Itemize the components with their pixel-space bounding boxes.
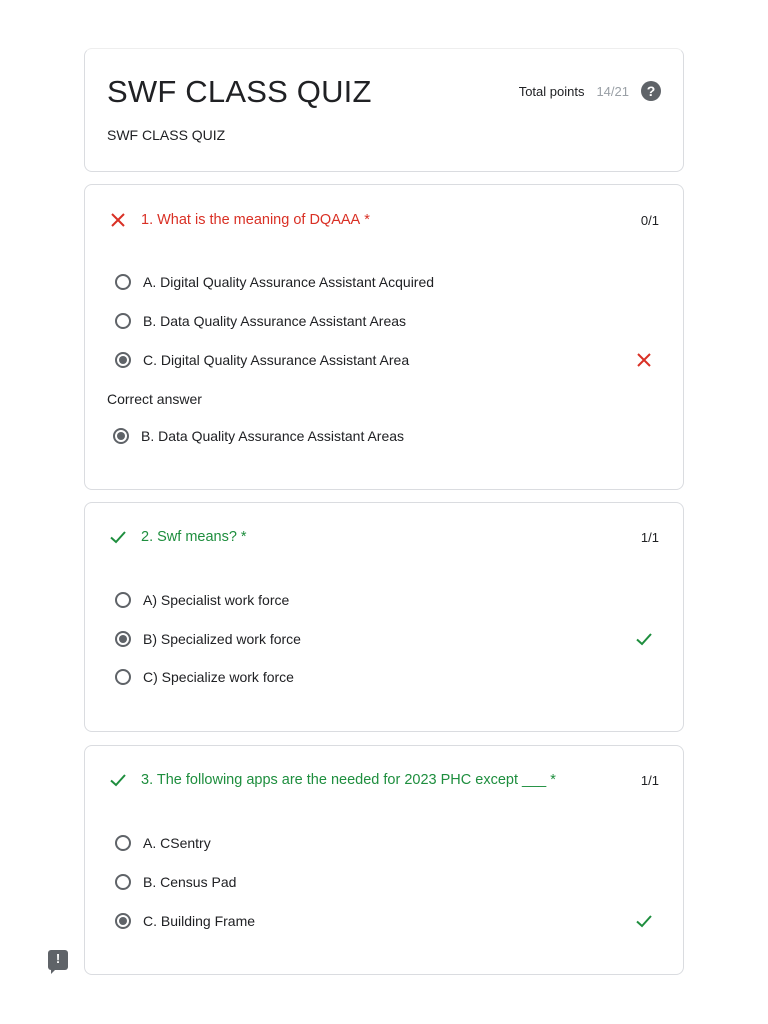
question-score: 1/1 (640, 772, 659, 788)
option-label: A) Specialist work force (143, 592, 290, 608)
correct-answer-label: Correct answer (107, 391, 202, 407)
radio-button[interactable] (115, 274, 131, 290)
question-score: 1/1 (640, 529, 659, 545)
radio-button[interactable] (115, 874, 131, 890)
option-c[interactable] (115, 665, 653, 689)
option-label: B. Data Quality Assurance Assistant Areas (143, 313, 407, 329)
radio-button-selected[interactable] (115, 631, 131, 647)
total-points-value: 14/21 (596, 83, 629, 99)
radio-button-selected[interactable] (115, 352, 131, 368)
check-icon (109, 528, 127, 546)
question-header (109, 770, 659, 790)
option-b[interactable] (115, 627, 653, 651)
required-mark: * (550, 772, 556, 788)
option-label: C. Building Frame (143, 913, 256, 929)
option-c[interactable] (115, 909, 653, 933)
option-label: C) Specialize work force (143, 669, 294, 685)
required-mark: * (240, 529, 247, 545)
correct-answer-text: B. Data Quality Assurance Assistant Areas (141, 428, 405, 444)
option-label: B) Specialized work force (143, 631, 301, 647)
radio-button[interactable] (115, 313, 131, 329)
radio-button[interactable] (115, 669, 131, 685)
question-text: 3. The following apps are the needed for 2023 PHC except ___ * (141, 772, 556, 788)
quiz-header-card (84, 48, 684, 172)
quiz-description: SWF CLASS QUIZ (107, 127, 226, 143)
check-icon (635, 630, 653, 648)
option-label: A. Digital Quality Assurance Assistant Acquired (143, 274, 435, 290)
question-card-3 (84, 745, 684, 975)
radio-button-selected[interactable] (115, 913, 131, 929)
question-header (109, 210, 659, 230)
option-b[interactable] (115, 309, 653, 333)
radio-button[interactable] (115, 592, 131, 608)
option-a[interactable] (115, 831, 653, 855)
option-label: B. Census Pad (143, 874, 237, 890)
option-label: C. Digital Quality Assurance Assistant Area (143, 352, 410, 368)
option-label: A. CSentry (143, 835, 211, 851)
option-b[interactable] (115, 870, 653, 894)
check-icon (109, 771, 127, 789)
question-header (109, 527, 659, 547)
correct-answer-option (113, 424, 653, 448)
close-icon (635, 351, 653, 369)
option-a[interactable] (115, 588, 653, 612)
feedback-icon[interactable]: ! (48, 950, 68, 970)
required-mark: * (364, 212, 370, 228)
question-card-2 (84, 502, 684, 732)
option-a[interactable] (115, 270, 653, 294)
check-icon (635, 912, 653, 930)
radio-button[interactable] (115, 835, 131, 851)
question-score: 0/1 (640, 212, 659, 228)
close-icon (109, 211, 127, 229)
question-text: 1. What is the meaning of DQAAA * (141, 212, 370, 228)
total-points (519, 81, 661, 101)
help-icon[interactable]: ? (641, 81, 661, 101)
quiz-title: SWF CLASS QUIZ (107, 74, 372, 109)
total-points-label: Total points (518, 83, 585, 99)
option-c[interactable] (115, 348, 653, 372)
question-text: 2. Swf means? * (141, 529, 247, 545)
question-card-1 (84, 184, 684, 490)
radio-button-selected (113, 428, 129, 444)
